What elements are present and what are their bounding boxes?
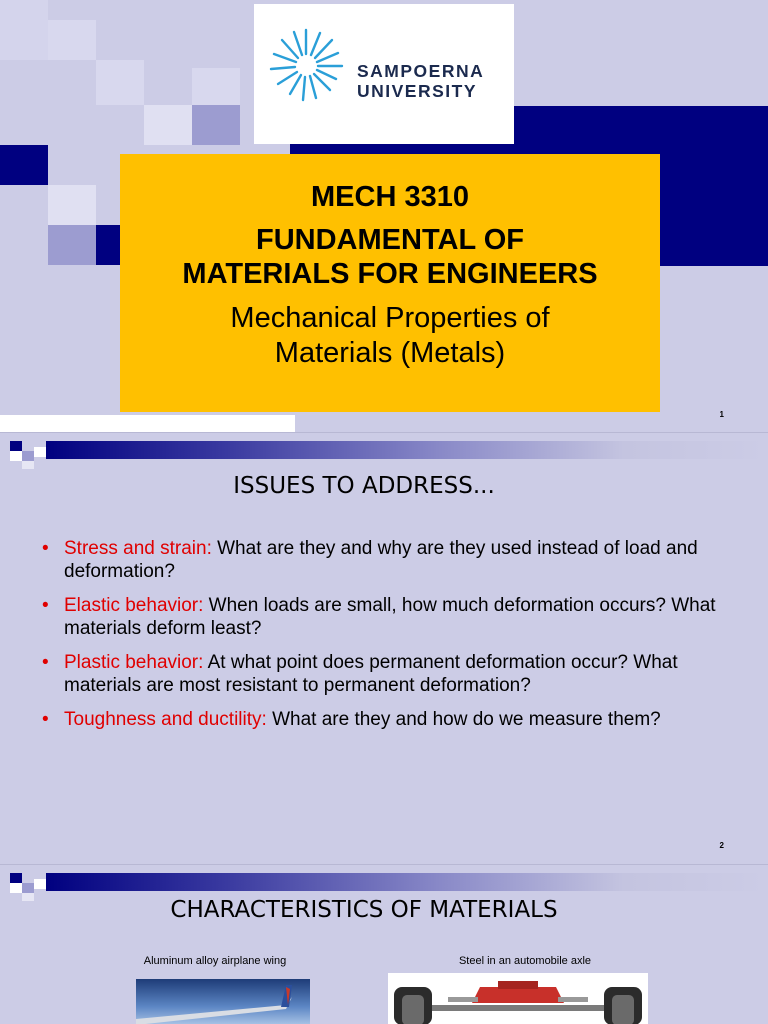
decor-square bbox=[22, 883, 34, 893]
title-slide bbox=[0, 0, 768, 432]
airplane-wing-photo bbox=[136, 979, 310, 1024]
subtitle-line-2: Materials (Metals) bbox=[274, 337, 506, 369]
bullet-item bbox=[42, 594, 742, 640]
subtitle-line-1: Mechanical Properties of bbox=[230, 302, 550, 334]
logo-line-1: SAMPOERNA bbox=[357, 61, 485, 81]
course-name-line-2: MATERIALS FOR ENGINEERS bbox=[182, 258, 598, 290]
decor-square bbox=[34, 447, 46, 457]
lecture-subtitle bbox=[120, 301, 660, 371]
bullet-dot: • bbox=[42, 709, 49, 730]
course-code: MECH 3310 bbox=[311, 181, 469, 213]
bullet-dot: • bbox=[42, 652, 49, 673]
bullet-item bbox=[42, 651, 742, 697]
decor-square bbox=[48, 20, 96, 60]
bullet-key: Elastic behavior: bbox=[64, 595, 204, 616]
decor-square bbox=[192, 105, 240, 145]
decor-square bbox=[144, 105, 192, 145]
decor-white-panel bbox=[0, 415, 295, 432]
logo-line-2: UNIVERSITY bbox=[357, 81, 478, 101]
decor-square bbox=[10, 873, 22, 883]
decor-square bbox=[48, 225, 96, 265]
decor-square bbox=[48, 185, 96, 225]
decor-square bbox=[10, 441, 22, 451]
bullet-text: At what point does permanent deformation occur? What materials are most resistant to permanent deformation? bbox=[64, 652, 678, 696]
header-strip bbox=[0, 433, 768, 473]
slide-title: CHARACTERISTICS OF MATERIALS bbox=[170, 897, 558, 923]
gradient-bar bbox=[46, 873, 768, 891]
decor-navy-block bbox=[0, 145, 48, 185]
decor-square bbox=[34, 879, 46, 889]
decor-square bbox=[22, 451, 34, 461]
decor-square bbox=[10, 883, 22, 893]
bullet-text: What are they and how do we measure them? bbox=[266, 709, 661, 730]
course-name bbox=[120, 223, 660, 291]
bullet-list bbox=[42, 537, 742, 742]
bullet-dot: • bbox=[42, 538, 49, 559]
airplane-wing-image bbox=[136, 979, 310, 1024]
decor-square bbox=[10, 451, 22, 461]
bullet-item bbox=[42, 537, 742, 583]
caption-right: Steel in an automobile axle bbox=[458, 955, 592, 967]
bullet-key: Stress and strain: bbox=[64, 538, 212, 559]
decor-square bbox=[192, 68, 240, 105]
bullet-item bbox=[42, 708, 742, 731]
caption-left: Aluminum alloy airplane wing bbox=[143, 955, 287, 967]
bullet-dot: • bbox=[42, 595, 49, 616]
title-box bbox=[120, 154, 660, 412]
page-number: 1 bbox=[719, 410, 724, 419]
bullet-text: What are they and why are they used instead of load and deformation? bbox=[64, 538, 698, 582]
logo-wordmark bbox=[357, 61, 484, 101]
university-logo bbox=[254, 4, 514, 144]
gradient-bar bbox=[46, 441, 768, 459]
bullet-key: Toughness and ductility: bbox=[64, 709, 267, 730]
decor-square bbox=[96, 225, 120, 265]
decor-square bbox=[96, 60, 144, 105]
sunburst-logo-icon bbox=[266, 24, 346, 104]
slide-title: ISSUES TO ADDRESS... bbox=[233, 473, 495, 499]
automobile-axle-photo bbox=[388, 973, 648, 1024]
issues-slide bbox=[0, 432, 768, 864]
decor-square bbox=[22, 461, 34, 469]
automobile-axle-image bbox=[388, 973, 648, 1024]
decor-square bbox=[0, 0, 48, 60]
characteristics-slide bbox=[0, 864, 768, 1024]
bullet-key: Plastic behavior: bbox=[64, 652, 204, 673]
page-number: 2 bbox=[719, 841, 724, 850]
bullet-text: When loads are small, how much deformation occurs? What materials deform least? bbox=[64, 595, 716, 639]
course-name-line-1: FUNDAMENTAL OF bbox=[256, 224, 524, 256]
